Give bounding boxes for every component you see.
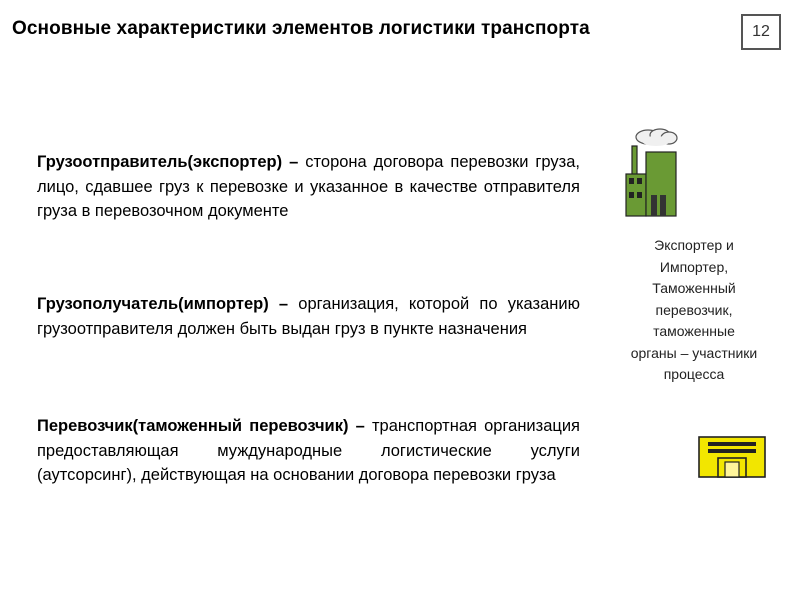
definition-consignee [37, 292, 580, 341]
page-number: 12 [741, 14, 781, 50]
definition-dash: – [282, 153, 306, 171]
slide-title: Основные характеристики элементов логистики транспорта [12, 18, 590, 39]
factory-icon [618, 126, 680, 218]
definition-term: Перевозчик(таможенный перевозчик) [37, 417, 349, 435]
warehouse-icon [698, 436, 766, 478]
definition-dash: – [348, 417, 372, 435]
definition-text: транспортная организация предоставляющая муждународные логистические услуги (аутсорсинг), действующая на основании договора перевозки груза [37, 417, 580, 484]
definition-dash: – [268, 295, 299, 313]
definition-term: Грузополучатель(импортер) [37, 295, 269, 313]
definition-term: Грузоотправитель(экспортер) [37, 153, 283, 171]
participants-note: Экспортер и Импортер, Таможенный перевозчик, таможенные органы – участники процесса [630, 237, 758, 382]
definition-text: сторона договора перевозки груза, лицо, сдавшее груз к перевозке и указанное в качестве отправителя груза в перевозочном документе [37, 153, 580, 220]
definition-text: организация, которой по указанию грузоотправителя должен быть выдан груз в пункте назначения [37, 295, 580, 338]
definition-carrier [37, 414, 580, 488]
definition-shipper [37, 150, 580, 224]
